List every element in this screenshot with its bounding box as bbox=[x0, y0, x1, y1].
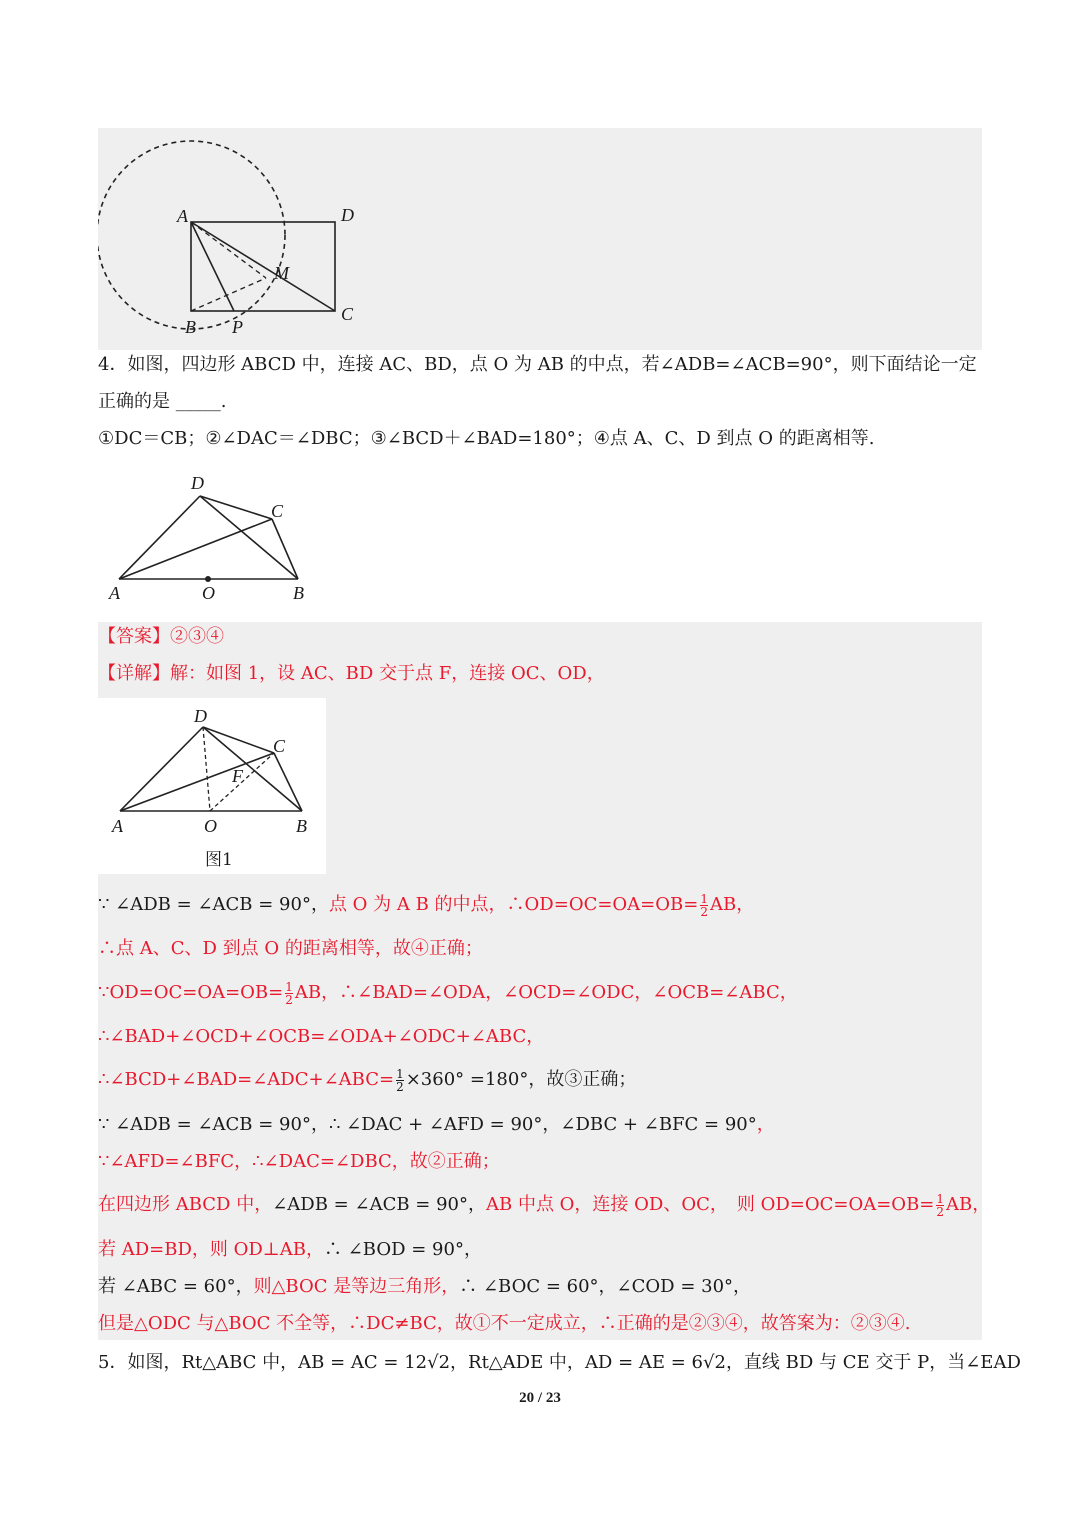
problem5-text: ，直线 BD 与 CE 交于 P，当∠EAD bbox=[725, 1352, 1021, 1373]
label-B: B bbox=[185, 317, 196, 337]
figure3-diagram bbox=[98, 698, 326, 874]
solution-line-1 bbox=[98, 892, 754, 918]
solution-line-5 bbox=[98, 1067, 636, 1093]
figure3-box bbox=[98, 698, 326, 874]
label-B: B bbox=[293, 583, 304, 602]
solution-line-7: ∵∠AFD=∠BFC，∴∠DAC=∠DBC，故②正确； bbox=[98, 1151, 500, 1172]
fraction-numerator: 1 bbox=[396, 1066, 404, 1081]
fraction-numerator: 1 bbox=[936, 1191, 945, 1206]
figure1-diagram bbox=[98, 128, 398, 350]
detail-intro: 解：如图 1，设 AC、BD 交于点 F，连接 OC、OD， bbox=[170, 663, 605, 684]
label-D: D bbox=[341, 205, 354, 225]
fraction-numerator: 1 bbox=[700, 891, 708, 906]
solution-text: AB， bbox=[709, 894, 755, 915]
label-O: O bbox=[204, 816, 217, 836]
label-D: D bbox=[194, 706, 207, 726]
solution-line-2: ∴点 A、C、D 到点 O 的距离相等，故④正确； bbox=[98, 938, 483, 959]
fraction-denominator: 2 bbox=[396, 1079, 404, 1094]
figure3-caption: 图1 bbox=[205, 850, 233, 870]
label-F: F bbox=[232, 766, 243, 786]
problem5-text: ，Rt△ADE 中， bbox=[450, 1352, 585, 1373]
label-C: C bbox=[341, 304, 354, 324]
label-D: D bbox=[191, 473, 204, 493]
fraction-denominator: 2 bbox=[700, 904, 708, 919]
label-A: A bbox=[177, 206, 188, 226]
solution-line-9 bbox=[98, 1237, 482, 1263]
solution-line-10 bbox=[98, 1274, 751, 1300]
label-P: P bbox=[232, 317, 243, 337]
fraction-half bbox=[285, 981, 293, 1006]
label-A: A bbox=[109, 583, 120, 602]
label-A: A bbox=[112, 816, 123, 836]
solution-text: ， bbox=[756, 1114, 775, 1135]
solution-text: ×360° =180°，故③正确； bbox=[405, 1069, 637, 1090]
problem5-text: 5．如图，Rt△ABC 中， bbox=[98, 1352, 299, 1373]
problem5-text: AB = AC = 12√2 bbox=[298, 1352, 451, 1373]
fraction-half bbox=[700, 893, 708, 918]
detail-line bbox=[98, 661, 605, 687]
solution-text: 若 AD=BD，则 OD⊥AB， bbox=[98, 1239, 324, 1260]
label-M: M bbox=[274, 263, 289, 283]
solution-text: ∴ ∠BOC = 60°，∠COD = 30°， bbox=[459, 1276, 752, 1297]
fraction-denominator: 2 bbox=[285, 992, 293, 1007]
solution-text: AB，∴∠BAD=∠ODA，∠OCD=∠ODC，∠OCB=∠ABC， bbox=[294, 982, 798, 1003]
fraction-half bbox=[936, 1193, 944, 1218]
label-O: O bbox=[202, 583, 215, 602]
solution-text: 则△BOC 是等边三角形， bbox=[253, 1276, 460, 1297]
label-C: C bbox=[273, 736, 286, 756]
solution-text: AB 中点 O，连接 OD、OC， 则 OD=OC=OA=OB= bbox=[486, 1194, 935, 1215]
figure1-panel bbox=[98, 128, 982, 350]
solution-line-8 bbox=[98, 1192, 990, 1218]
answer-label: 【答案】 bbox=[98, 626, 170, 647]
solution-line-3 bbox=[98, 980, 798, 1006]
solution-text: ∵ ∠ADB = ∠ACB = 90°，∴ ∠DAC + ∠AFD = 90°，∠DBC + ∠BFC = 90° bbox=[98, 1114, 757, 1135]
problem5-text: AD = AE = 6√2 bbox=[584, 1352, 726, 1373]
problem4-stem-line1: 4．如图，四边形 ABCD 中，连接 AC、BD，点 O 为 AB 的中点，若∠ADB=∠ACB=90°，则下面结论一定 bbox=[98, 354, 977, 375]
label-B: B bbox=[296, 816, 307, 836]
fraction-half bbox=[396, 1068, 404, 1093]
solution-text: ∵ ∠ADB = ∠ACB = 90°， bbox=[98, 894, 329, 915]
problem4-stem-line2: 正确的是 _____. bbox=[98, 391, 227, 412]
solution-text: AB， bbox=[946, 1194, 991, 1215]
solution-text: 若 ∠ABC = 60°， bbox=[98, 1276, 254, 1297]
solution-text: 点 O 为 A B 的中点，∴OD=OC=OA=OB= bbox=[328, 894, 699, 915]
solution-text: 在四边形 ABCD 中， bbox=[98, 1194, 273, 1215]
fraction-numerator: 1 bbox=[285, 979, 293, 994]
answer-value: ②③④ bbox=[170, 626, 224, 647]
solution-text: ∠ADB = ∠ACB = 90°， bbox=[272, 1194, 486, 1215]
detail-label: 【详解】 bbox=[98, 663, 170, 684]
answer-line bbox=[98, 624, 224, 650]
label-C: C bbox=[271, 501, 284, 521]
page-number: 20 / 23 bbox=[519, 1390, 561, 1406]
solution-line-6 bbox=[98, 1112, 775, 1138]
fraction-denominator: 2 bbox=[936, 1204, 945, 1219]
solution-text: ∴ ∠BOD = 90°， bbox=[323, 1239, 482, 1260]
solution-text: ∴∠BCD+∠BAD=∠ADC+∠ABC= bbox=[98, 1069, 395, 1090]
problem4-options: ①DC＝CB；②∠DAC＝∠DBC；③∠BCD＋∠BAD=180°；④点 A、C、D 到点 O 的距离相等. bbox=[98, 428, 875, 449]
solution-line-11: 但是△ODC 与△BOC 不全等，∴DC≠BC，故①不一定成立，∴正确的是②③④，故答案为：②③④. bbox=[98, 1313, 911, 1334]
figure2-diagram bbox=[98, 472, 328, 602]
solution-line-4: ∴∠BAD+∠OCD+∠OCB=∠ODA+∠ODC+∠ABC， bbox=[98, 1026, 545, 1047]
problem5-line bbox=[98, 1350, 1021, 1376]
solution-text: ∵OD=OC=OA=OB= bbox=[98, 982, 284, 1003]
